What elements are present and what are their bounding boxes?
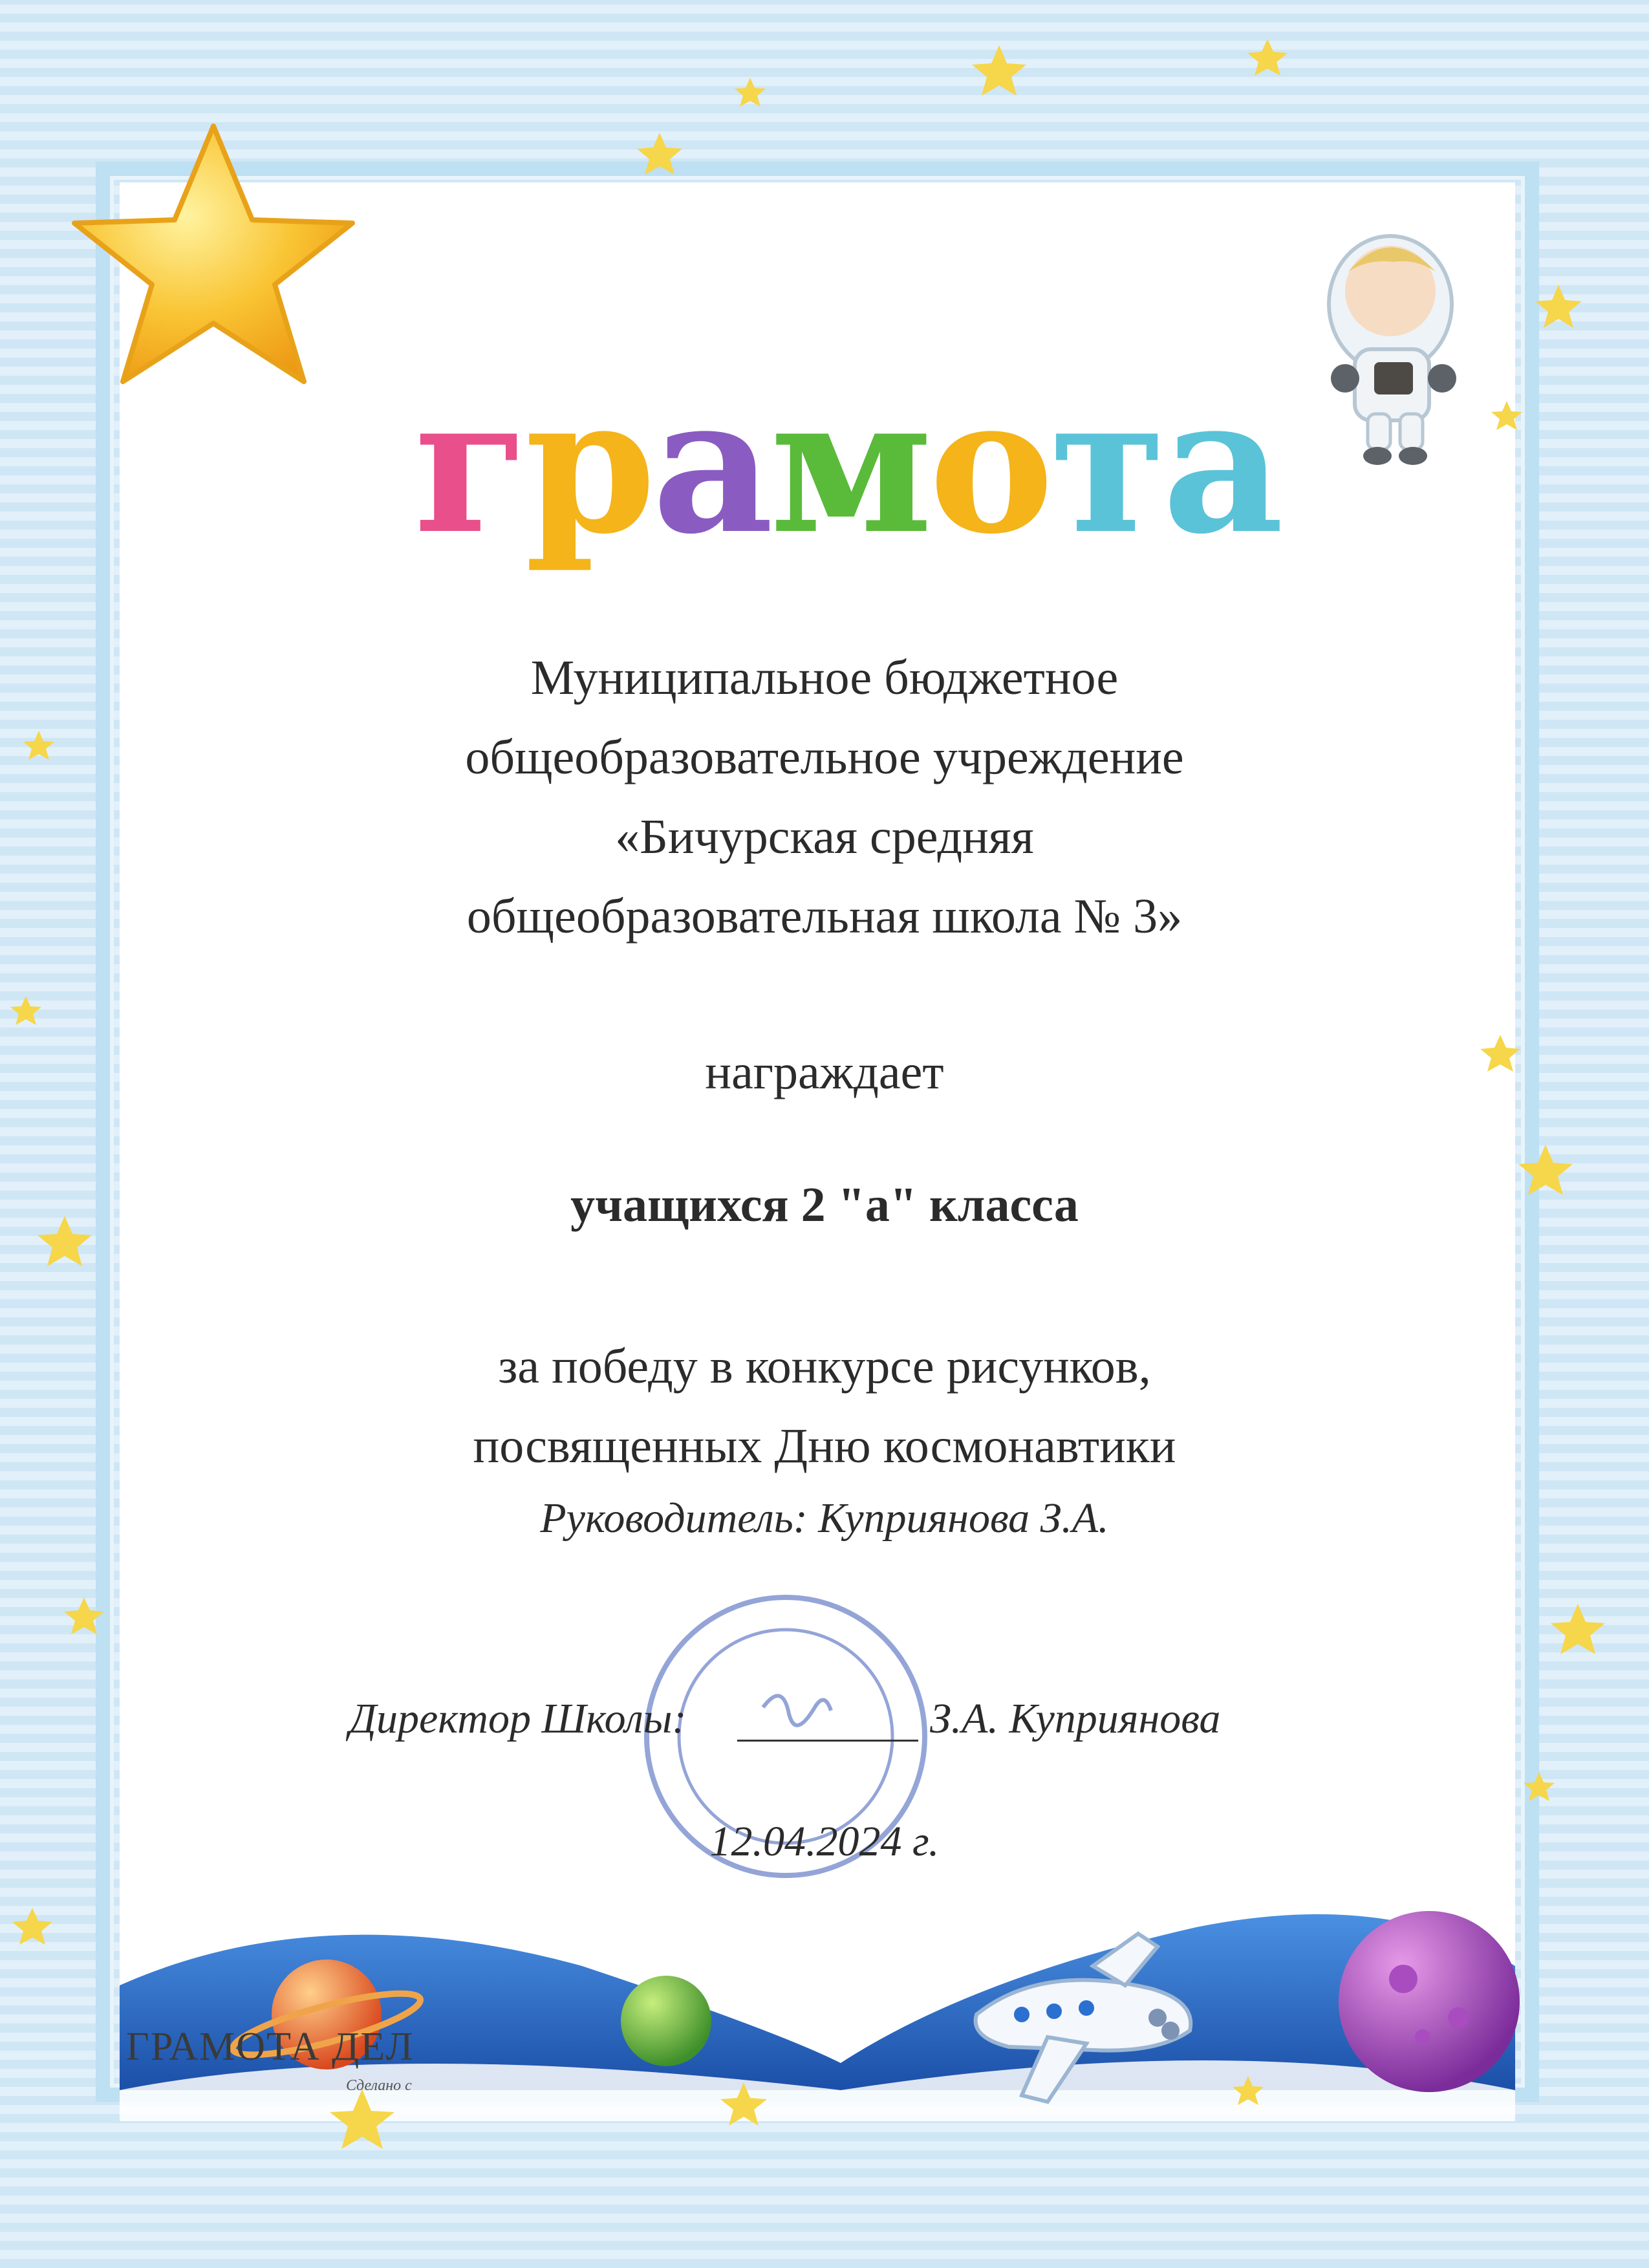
certificate-date: 12.04.2024 г. <box>709 1818 940 1865</box>
institution-line-4: общеобразовательная школа № 3» <box>466 889 1183 944</box>
certificate-title <box>414 356 1280 576</box>
title-letter: а <box>652 356 770 576</box>
signature-line <box>737 1740 918 1742</box>
institution-line-3: «Бичурская средняя <box>615 810 1034 864</box>
institution-line-1: Муниципальное бюджетное <box>530 651 1119 705</box>
reason-line-1: за победу в конкурсе рисунков, <box>498 1339 1151 1394</box>
brand-logo <box>126 2024 488 2102</box>
recipient: учащихся 2 "а" класса <box>570 1178 1079 1232</box>
reason-line-2: посвященных Дню космонавтики <box>473 1419 1176 1473</box>
supervisor: Руководитель: Куприянова З.А. <box>540 1495 1109 1542</box>
signature-label: Директор Школы: <box>349 1695 687 1742</box>
signature-row <box>349 1694 1319 1759</box>
title-letter: т <box>1050 356 1163 576</box>
awards-verb: награждает <box>705 1045 944 1099</box>
institution-line-2: общеобразовательное учреждение <box>465 730 1184 784</box>
logo-subtext: Сделано с <box>346 2077 412 2094</box>
title-letter: а <box>1162 356 1280 576</box>
signature-name: З.А. Куприянова <box>930 1695 1221 1742</box>
title-letter: р <box>524 356 652 576</box>
logo-text: ГРАМОТА ДЕЛ <box>126 2025 415 2069</box>
title-letter: г <box>414 356 525 576</box>
title-letter: м <box>770 356 929 576</box>
title-letter: о <box>929 356 1050 576</box>
